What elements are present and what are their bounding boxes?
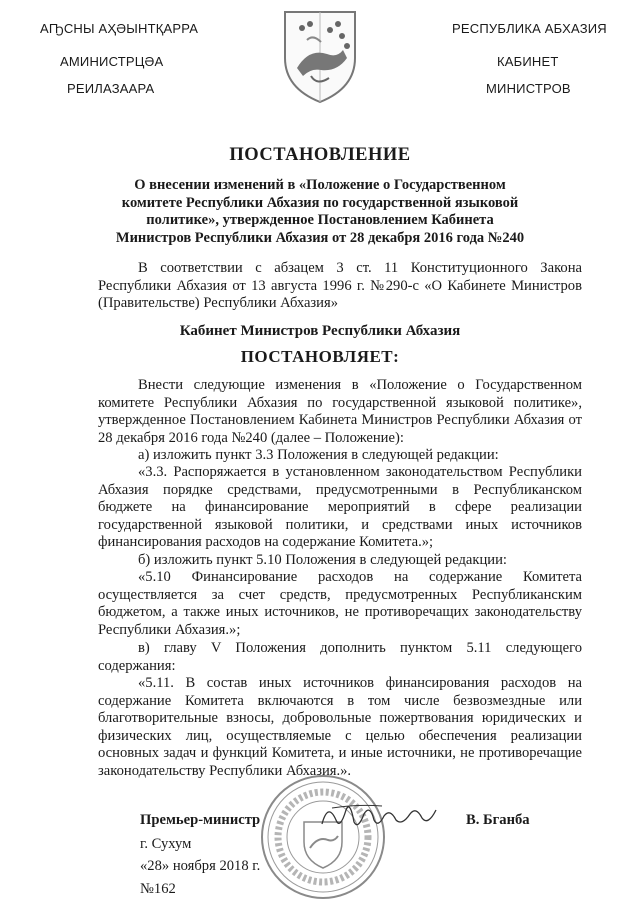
document-city: г. Сухум [140,836,192,852]
header-right-line-3: МИНИСТРОВ [486,81,571,96]
document-title: ПОСТАНОВЛЕНИЕ [229,145,411,165]
signatory-name: В. Бганба [466,812,530,828]
decree-heading: ПОСТАНОВЛЯЕТ: [240,347,400,366]
body-item-b: б) изложить пункт 5.10 Положения в следующей редакции: [138,552,507,568]
header-left-line-2: АМИНИСТРЦӘА [60,54,164,69]
document-date: «28» ноября 2018 г. [140,858,261,874]
body-item-v: в) главу V Положения дополнить пунктом 5.11 следующего содержания: [98,640,582,674]
header-left-line-1: АҦСНЫ АҲӘЫНТҚАРРА [40,21,199,36]
issuing-body: Кабинет Министров Республики Абхазия [179,323,461,339]
body-quote-5-11: «5.11. В состав иных источников финансирования расходов на содержание Комитета включаются в том числе безвозмездные или благотворительные взносы, добровольные пожертвования юридических и физических лиц, осуществляемые с целью обеспечения реализации основных задач и функций Комитета, и иные источники, не противоречащие законодательству Республики Абхазия.». [98,675,582,779]
preamble: В соответствии с абзацем 3 ст. 11 Конституционного Закона Республики Абхазия от 13 августа 1996 г. №290-с «О Кабинете Министров (Правительстве) Республики Абхазия» [98,260,582,312]
signatory-position: Премьер-министр [140,812,261,828]
state-emblem-icon [277,6,363,106]
header-left-line-3: РЕИЛАЗААРА [67,81,155,96]
document-number: №162 [140,881,176,897]
handwritten-signature [318,796,448,836]
body-quote-5-10: «5.10 Финансирование расходов на содержание Комитета осуществляется за счет средств, предусмотренных Республиканским бюджетом, а также иных источников, не противоречащих законодательству Республики Абхазия.»; [98,569,582,638]
document-subtitle: О внесении изменений в «Положение о Государственном комитете Республики Абхазия по государственной языковой политике», утвержденное Постановлением Кабинета Министров Республики Абхазия от 28 декабря 2016 года №240 [115,177,525,246]
body-item-a: а) изложить пункт 3.3 Положения в следующей редакции: [138,447,499,463]
round-seal-stamp [258,772,388,902]
body-paragraph-intro: Внести следующие изменения в «Положение о Государственном комитете Республики Абхазия по государственной языковой политике», утвержденное Постановлением Кабинета Министров Республики Абхазия от 28 декабря 2016 года №240 (далее – Положение): [98,377,582,446]
body-quote-3-3: «3.3. Распоряжается в установленном законодательством Республики Абхазия порядке средствами, предусмотренными в Республиканском бюджете на финансирование мероприятий в сфере реализации государственной языковой политики, и средствами иных источников финансирования расходов на содержание Комитета.»; [98,464,582,551]
header-right-line-2: КАБИНЕТ [497,54,559,69]
header-right-line-1: РЕСПУБЛИКА АБХАЗИЯ [452,21,607,36]
